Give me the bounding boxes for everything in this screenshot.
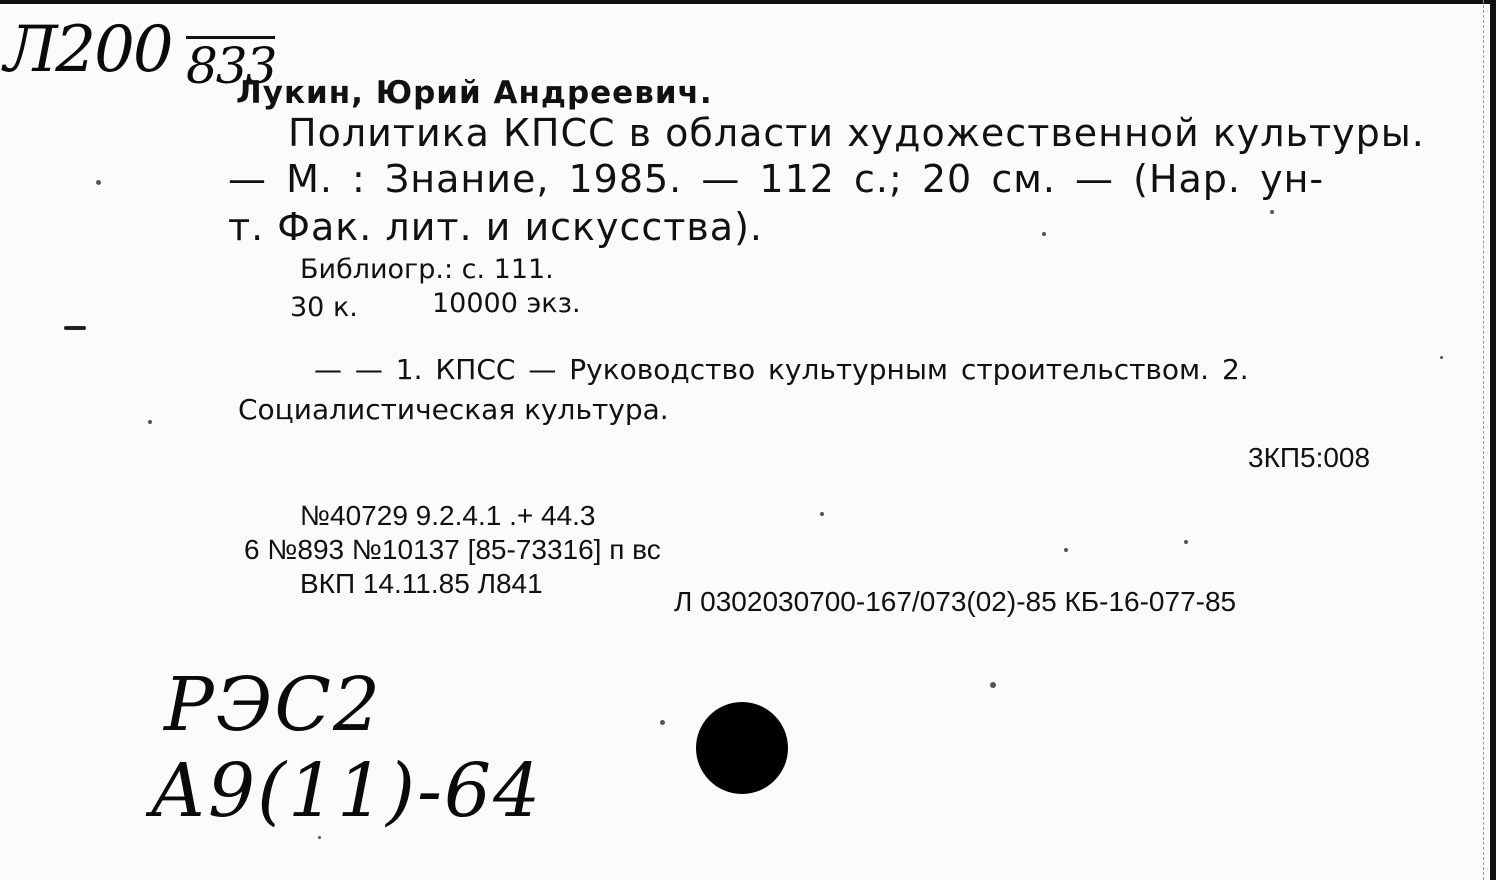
title-line-1: Политика КПСС в области художественной культуры. (288, 111, 1425, 155)
subject-headings-line-2: Социалистическая культура. (238, 393, 669, 426)
title-line-3: т. Фак. лит. и искусства). (228, 205, 763, 249)
speckle (820, 512, 824, 516)
speckle (1042, 232, 1046, 236)
speckle (1440, 356, 1443, 359)
speckle (990, 682, 996, 688)
catalog-code-line-4: Л 0302030700-167/073(02)-85 КБ-16-077-85 (674, 586, 1237, 617)
speckle (318, 836, 321, 839)
card-right-edge (1490, 0, 1496, 880)
handwritten-mark-2: А9(11)-64 (150, 748, 543, 834)
speckle (1184, 540, 1188, 544)
speckle (96, 180, 101, 185)
handwritten-shelf-number: 833 (186, 37, 276, 95)
speckle (1064, 548, 1068, 552)
classification-index: 3КП5:008 (1248, 442, 1371, 473)
subject-headings-line-1: — — 1. КПСС — Руководство культурным строительством. 2. (314, 353, 1249, 386)
price-note: 30 к. (290, 292, 358, 323)
speckle (148, 420, 152, 424)
catalog-code-line-2: 6 №893 №10137 [85-73316] п вс (244, 534, 661, 565)
card-top-edge (0, 0, 1496, 4)
title-line-2: — М. : Знание, 1985. — 112 с.; 20 см. — (Нар. ун- (228, 157, 1325, 201)
author-heading: Лукин, Юрий Андреевич. (236, 75, 713, 111)
catalog-code-line-1: №40729 9.2.4.1 .+ 44.3 (300, 500, 596, 531)
handwritten-mark-1: РЭС2 (164, 662, 383, 748)
handwritten-shelf-mark: Л200 (4, 13, 172, 87)
speckle (660, 720, 665, 725)
catalog-code-line-3: ВКП 14.11.85 Л841 (300, 568, 543, 599)
bibliography-note: Библиогр.: с. 111. (300, 254, 554, 285)
punch-hole (696, 702, 788, 794)
speckle (64, 326, 86, 330)
speckle (1270, 210, 1274, 214)
print-run-note: 10000 экз. (432, 288, 581, 319)
card-right-rule (1482, 0, 1484, 880)
